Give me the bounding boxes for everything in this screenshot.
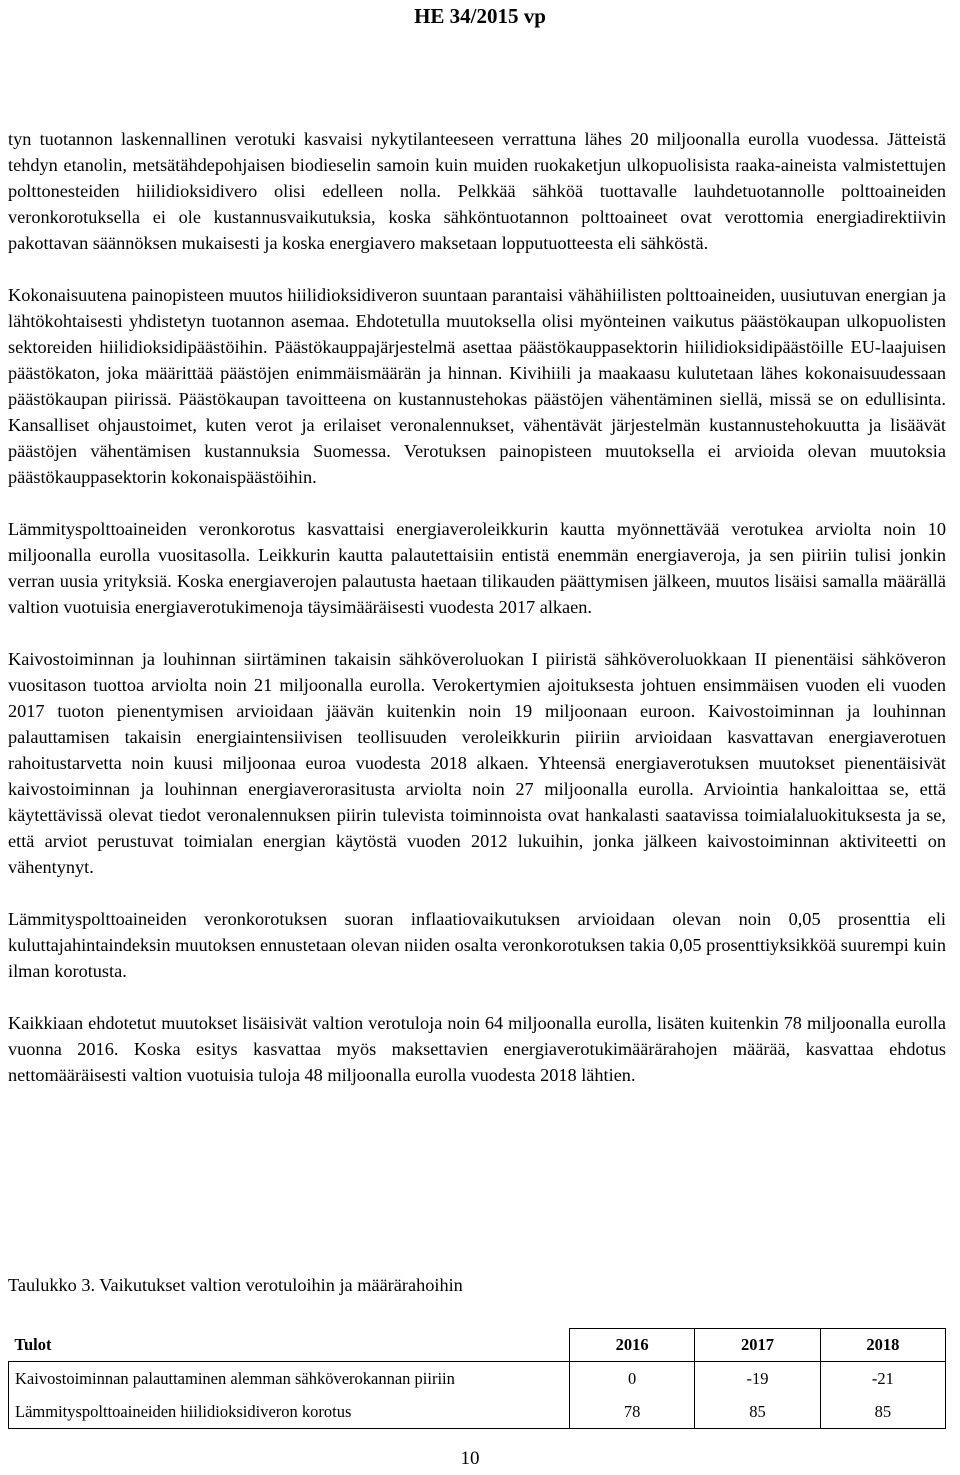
table-row xyxy=(9,1395,946,1429)
table-cell-value: -19 xyxy=(695,1362,820,1396)
table-cell-label: Lämmityspolttoaineiden hiilidioksidiveron korotus xyxy=(9,1395,570,1429)
table-cell-value: 78 xyxy=(570,1395,695,1429)
page-number: 10 xyxy=(460,1448,480,1469)
table-cell-value: -21 xyxy=(820,1362,945,1396)
paragraph-5: Lämmityspolttoaineiden veronkorotuksen suoran inflaatiovaikutuksen arvioidaan olevan noin 0,05 prosenttia eli kuluttajahintaindeksin muutoksen ennustetaan olevan niiden osalta veronkorotuksen takia 0,05 prosenttiyksikköä suurempi kuin ilman korotusta. xyxy=(8,909,946,981)
data-table xyxy=(8,1328,946,1429)
table-header-2018: 2018 xyxy=(820,1329,945,1362)
paragraph-3: Lämmityspolttoaineiden veronkorotus kasvattaisi energiaveroleikkurin kautta myönnettävää verotukea arviolta noin 10 miljoonalla eurolla vuositasolla. Leikkurin kautta palautettaisiin entistä enemmän energiaveroja, ja sen piiriin tulisi jonkin verran uusia yrityksiä. Koska energiaverojen palautusta haetaan tilikauden päättymisen jälkeen, muutos lisäisi samalla määrällä valtion vuotuisia energiaverotukimenoja täysimääräisesti vuodesta 2017 alkaen. xyxy=(8,519,946,617)
paragraph-6: Kaikkiaan ehdotetut muutokset lisäisivät valtion verotuloja noin 64 miljoonalla eurolla, lisäten kuitenkin 78 miljoonalla eurolla vuonna 2016. Koska esitys kasvattaa myös maksettavien energiaverotukimäärärahojen määrää, kasvattaa ehdotus nettomääräisesti valtion vuotuisia tuloja 48 miljoonalla eurolla vuodesta 2018 lähtien. xyxy=(8,1013,946,1085)
table-cell-value: 85 xyxy=(695,1395,820,1429)
paragraph-1: tyn tuotannon laskennallinen verotuki kasvaisi nykytilanteeseen verrattuna lähes 20 miljoonalla eurolla vuodessa. Jätteistä tehdyn etanolin, metsätähdepohjaisen biodieselin samoin kuin muiden ruokaketjun ulkopuolisista raaka-aineista valmistettujen polttonesteiden hiilidioksidivero olisi edelleen nolla. Pelkkää sähköä tuottavalle lauhdetuotannolle polttoaineiden veronkorotuksella ei ole kustannusvaikutuksia, koska sähköntuotannon polttoaineet ovat verottomia energiadirektiivin pakottavan säännöksen mukaisesti ja koska energiavero maksetaan lopputuotteesta eli sähköstä. xyxy=(8,129,946,253)
table-cell-value: 85 xyxy=(820,1395,945,1429)
table-header-2017: 2017 xyxy=(695,1329,820,1362)
paragraph-2: Kokonaisuutena painopisteen muutos hiilidioksidiveron suuntaan parantaisi vähähiilisten polttoaineiden, uusiutuvan energian ja lähtökohtaisesti yhdistetyn tuotannon asemaa. Ehdotetulla muutoksella olisi myönteinen vaikutus päästökaupan ulkopuolisten sektoreiden hiilidioksidipäästöihin. Päästökauppajärjestelmä asettaa päästökauppasektorin hiilidioksidipäästöille EU-laajuisen päästökaton, joka määrittää päästöjen enimmäismäärän ja hinnan. Kivihiili ja maakaasu kulutetaan lähes kokonaisuudessaan päästökaupan piirissä. Päästökaupan tavoitteena on kustannustehokas päästöjen vähentäminen siellä, missä se on edullisinta. Kansalliset ohjaustoimet, kuten verot ja erilaiset veronalennukset, vähentävät järjestelmän kustannustehokuutta ja lisäävät päästöjen vähentämisen kustannuksia Suomessa. Verotuksen painopisteen muutoksella ei arvioida olevan muutoksia päästökauppasektorin kokonaispäästöihin. xyxy=(8,285,946,487)
table-header-row xyxy=(9,1329,946,1362)
paragraph-4: Kaivostoiminnan ja louhinnan siirtäminen takaisin sähköveroluokan I piiristä sähköveroluokkaan II pienentäisi sähköveron vuositason tuottoa arviolta noin 21 miljoonalla eurolla. Verokertymien ajoituksesta johtuen ensimmäisen vuoden eli vuoden 2017 tuoton pienentymisen arvioidaan jäävän kuitenkin noin 19 miljoonaan euroon. Kaivostoiminnan ja louhinnan palauttamisen takaisin energiaintensiivisen teollisuuden veroleikkurin piiriin arvioidaan kasvattavan energiaverotuen rahoitustarvetta noin kuusi miljoonaa euroa vuodesta 2018 alkaen. Yhteensä energiaverotuksen muutokset pienentäisivät kaivostoiminnan ja louhinnan energiaverorasitusta arviolta noin 27 miljoonalla eurolla. Arviointia hankaloittaa se, että käytettävissä olevat tiedot veronalennuksen piirin tulevista toiminnoista ovat hankalasti saatavissa toimialaluokituksesta ja se, että arviot perustuvat toimialan energian käytöstä vuoden 2012 lukuihin, jonka jälkeen kaivostoiminnan aktiviteetti on vähentynyt. xyxy=(8,649,946,877)
table-caption: Taulukko 3. Vaikutukset valtion verotuloihin ja määrärahoihin xyxy=(8,1275,463,1295)
table-header-2016: 2016 xyxy=(570,1329,695,1362)
page-header: HE 34/2015 vp xyxy=(414,4,546,28)
table-cell-label: Kaivostoiminnan palauttaminen alemman sähköverokannan piiriin xyxy=(9,1362,570,1396)
table-header-label: Tulot xyxy=(14,1334,52,1354)
table-row xyxy=(9,1362,946,1396)
body-text xyxy=(8,126,946,1114)
table-cell-value: 0 xyxy=(570,1362,695,1396)
